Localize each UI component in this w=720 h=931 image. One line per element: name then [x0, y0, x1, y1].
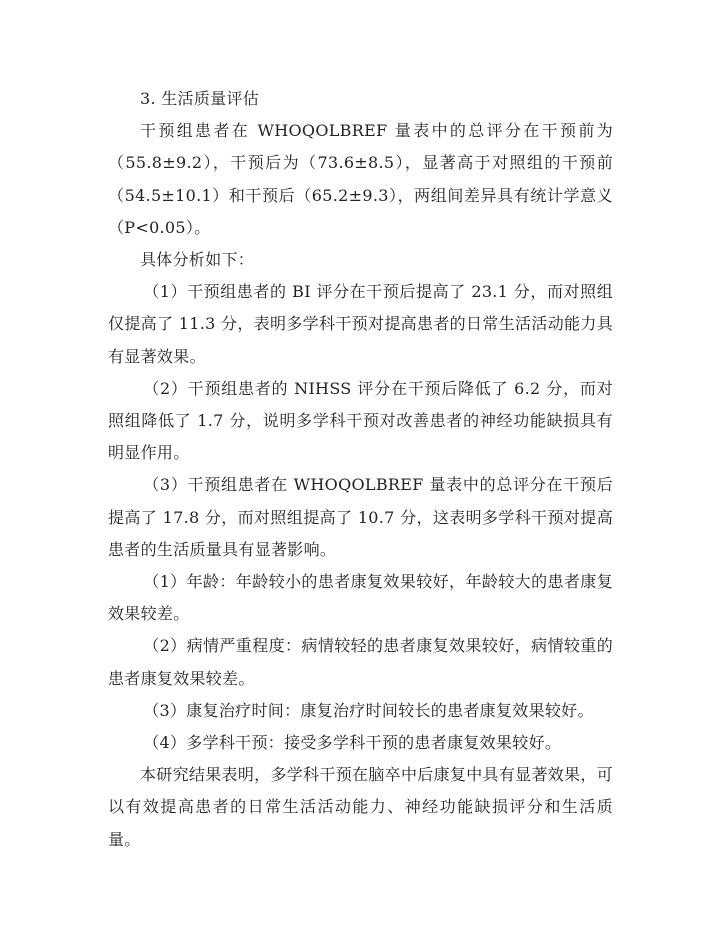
paragraph-whoqol: （3）干预组患者在 WHOQOLBREF 量表中的总评分在干预后提高了 17.8 分，而对照组提高了 10.7 分，这表明多学科干预对提高患者的生活质量具有显著影响。: [108, 475, 613, 559]
paragraph-severity: （2）病情严重程度：病情较轻的患者康复效果较好，病情较重的患者康复效果较差。: [108, 636, 613, 688]
paragraph-age: （1）年龄：年龄较小的患者康复效果较好，年龄较大的患者康复效果较差。: [108, 572, 613, 624]
paragraph-conclusion: 本研究结果表明，多学科干预在脑卒中后康复中具有显著效果，可以有效提高患者的日常生活活动能力、神经功能缺损评分和生活质量。: [108, 765, 613, 849]
paragraph-intervention: （4）多学科干预：接受多学科干预的患者康复效果较好。: [143, 733, 562, 753]
paragraph-nihss: （2）干预组患者的 NIHSS 评分在干预后降低了 6.2 分，而对照组降低了 1.7 分，说明多学科干预对改善患者的神经功能缺损具有明显作用。: [108, 378, 613, 463]
section-heading: 3. 生活质量评估: [140, 89, 260, 108]
paragraph-bi: （1）干预组患者的 BI 评分在干预后提高了 23.1 分，而对照组仅提高了 11.3 分，表明多学科干预对提高患者的日常生活活动能力具有显著效果。: [108, 282, 613, 366]
document-page: [108, 83, 613, 856]
paragraph-summary: 干预组患者在 WHOQOLBREF 量表中的总评分在干预前为（55.8±9.2），干预后为（73.6±8.5），显著高于对照组的干预前（54.5±10.1）和干预后（65.2±9.3），两组间差异具有统计学意义（P<0.05）。: [108, 121, 613, 237]
paragraph-analysis-intro: 具体分析如下：: [140, 250, 255, 270]
paragraph-rehab-time: （3）康复治疗时间：康复治疗时间较长的患者康复效果较好。: [143, 700, 594, 720]
